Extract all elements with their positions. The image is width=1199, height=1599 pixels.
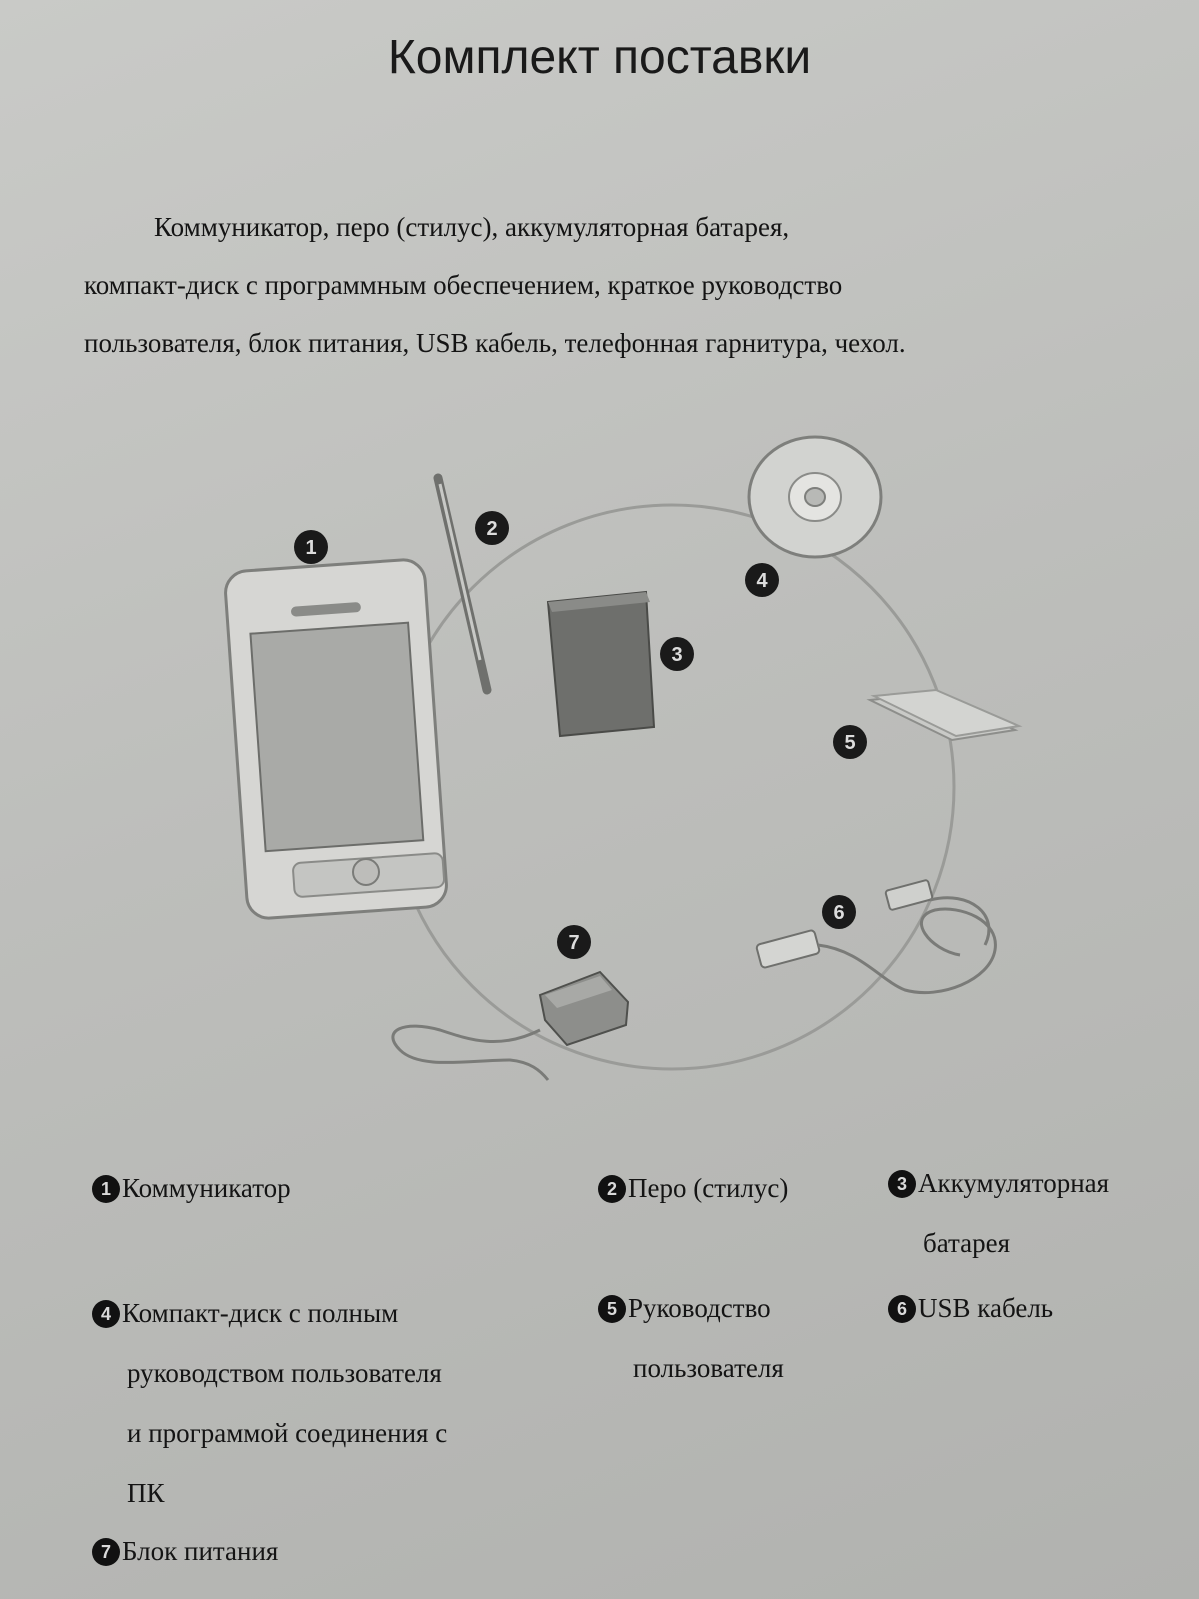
legend-item-stylus — [598, 1158, 788, 1218]
marker-3-number: 3 — [671, 644, 683, 666]
stylus-illustration — [438, 478, 487, 690]
legend-label: USB кабель — [918, 1293, 1054, 1323]
legend-label: ПК — [127, 1478, 165, 1508]
legend-label: Руководство — [628, 1293, 771, 1323]
marker-1 — [294, 530, 328, 564]
marker-5 — [833, 725, 867, 759]
legend-item-battery — [888, 1153, 1109, 1273]
legend-number: 6 — [888, 1295, 916, 1323]
marker-3 — [660, 637, 694, 671]
legend-label: Аккумуляторная — [918, 1168, 1110, 1198]
usb-cable-illustration — [756, 880, 996, 993]
page-title: Комплект поставки — [387, 31, 812, 84]
legend-number: 1 — [92, 1175, 120, 1203]
legend-label: Компакт-диск с полным — [122, 1298, 399, 1328]
legend-item-cd — [92, 1283, 447, 1523]
legend-label: Блок питания — [122, 1536, 279, 1566]
legend-number: 4 — [92, 1300, 120, 1328]
legend-number: 5 — [598, 1295, 626, 1323]
legend-item-power-supply — [92, 1521, 278, 1581]
legend-item-communicator — [92, 1158, 291, 1218]
marker-4 — [745, 563, 779, 597]
legend-label: Перо (стилус) — [628, 1173, 789, 1203]
marker-1-number: 1 — [305, 537, 317, 559]
intro-line: Коммуникатор, перо (стилус), аккумуляторная батарея, — [154, 212, 790, 242]
marker-4-number: 4 — [756, 570, 768, 592]
legend-number: 7 — [92, 1538, 120, 1566]
legend-item-manual — [598, 1278, 784, 1398]
legend-item-usb-cable — [888, 1278, 1053, 1338]
intro-line: компакт-диск с программным обеспечением, краткое руководство — [84, 270, 843, 300]
layout-circle — [390, 505, 954, 1069]
manual-illustration — [870, 690, 1019, 740]
marker-2 — [475, 511, 509, 545]
marker-6 — [822, 895, 856, 929]
battery-illustration — [548, 592, 654, 736]
legend-label: батарея — [923, 1228, 1011, 1258]
power-supply-illustration — [393, 972, 628, 1080]
legend-number: 2 — [598, 1175, 626, 1203]
legend-label: руководством пользователя — [127, 1358, 442, 1388]
cd-illustration — [749, 437, 881, 557]
legend-label: Коммуникатор — [122, 1173, 291, 1203]
marker-5-number: 5 — [844, 732, 856, 754]
marker-7 — [557, 925, 591, 959]
marker-2-number: 2 — [486, 518, 498, 540]
marker-7-number: 7 — [568, 932, 580, 954]
legend-label: пользователя — [633, 1353, 784, 1383]
intro-line: пользователя, блок питания, USB кабель, телефонная гарнитура, чехол. — [84, 328, 906, 358]
legend-number: 3 — [888, 1170, 916, 1198]
marker-6-number: 6 — [833, 902, 845, 924]
communicator-illustration — [224, 558, 448, 919]
legend-label: и программой соединения с — [127, 1418, 448, 1448]
